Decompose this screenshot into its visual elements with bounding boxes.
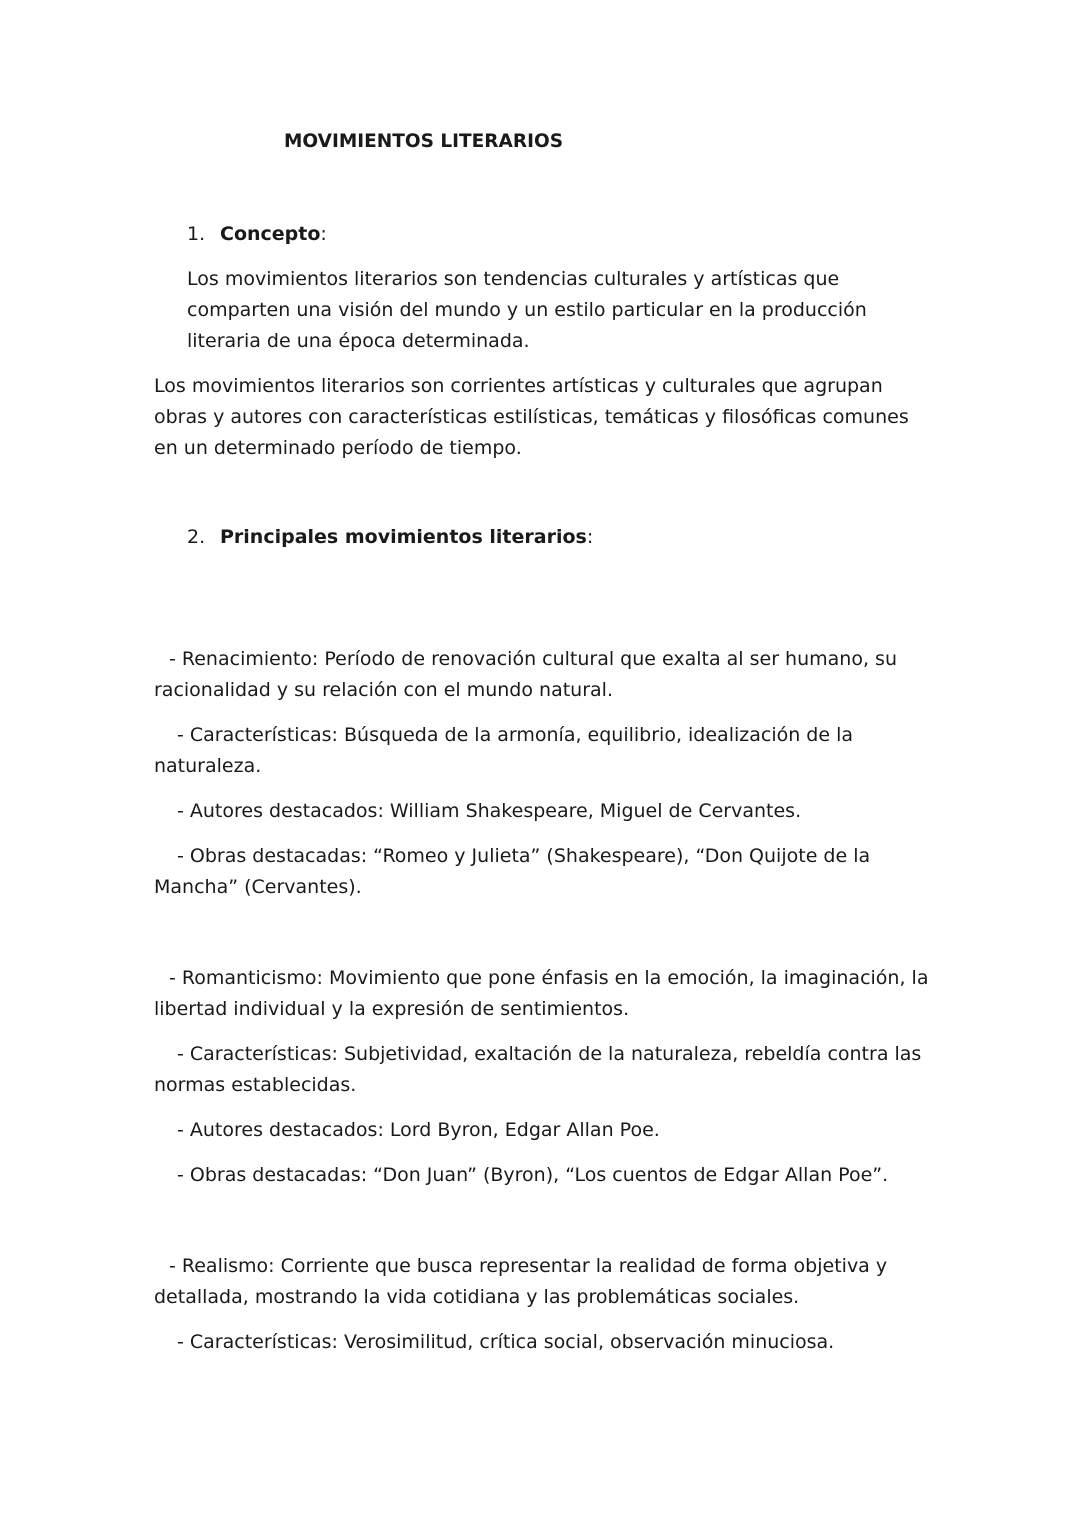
- section-heading-text: Principales movimientos literarios: [220, 526, 587, 548]
- paragraph-text: Los movimientos literarios son corrientes artísticas y culturales que agrupan obras y autores con características estilísticas, temáticas y filosóficas comunes en un determinado período de tiempo.: [154, 375, 909, 459]
- section-heading-colon: :: [586, 526, 594, 548]
- romanticismo-caracteristicas: [154, 1039, 944, 1101]
- realismo-caracteristicas: [154, 1327, 944, 1358]
- item-text: - Obras destacadas: “Don Juan” (Byron), “Los cuentos de Edgar Allan Poe”.: [177, 1164, 889, 1186]
- concepto-paragraph-2: [154, 371, 934, 464]
- section-number: 1.: [187, 223, 206, 245]
- item-text: - Obras destacadas: “Romeo y Julieta” (Shakespeare), “Don Quijote de la Mancha” (Cervantes).: [154, 845, 871, 898]
- section-number: 2.: [187, 526, 206, 548]
- section-heading-colon: :: [320, 223, 327, 245]
- section-heading-text: oncepto: [233, 223, 321, 245]
- item-text: - Características: Búsqueda de la armonía, equilibrio, idealización de la naturaleza.: [154, 724, 854, 777]
- item-text: - Realismo: Corriente que busca representar la realidad de forma objetiva y detallada, mostrando la vida cotidiana y las problemáticas sociales.: [154, 1255, 888, 1308]
- item-text: - Autores destacados: Lord Byron, Edgar Allan Poe.: [177, 1119, 660, 1141]
- renacimiento-intro: [154, 644, 944, 706]
- concepto-paragraph-1: [187, 264, 887, 357]
- document-title: MOVIMIENTOS LITERARIOS: [284, 131, 564, 152]
- renacimiento-obras: [154, 841, 944, 903]
- item-text: - Renacimiento: Período de renovación cultural que exalta al ser humano, su racionalidad y su relación con el mundo natural.: [154, 648, 897, 701]
- item-text: - Romanticismo: Movimiento que pone énfasis en la emoción, la imaginación, la libertad individual y la expresión de sentimientos.: [154, 967, 929, 1020]
- renacimiento-autores: [154, 796, 944, 827]
- paragraph-text: Los movimientos literarios son tendencias culturales y artísticas que comparten una visión del mundo y un estilo particular en la producción literaria de una época determinada.: [187, 268, 867, 352]
- section-heading-movimientos: [187, 522, 593, 553]
- romanticismo-autores: [154, 1115, 944, 1146]
- romanticismo-obras: [154, 1160, 944, 1191]
- item-text: - Características: Subjetividad, exaltación de la naturaleza, rebeldía contra las normas establecidas.: [154, 1043, 922, 1096]
- section-heading-text-initial: C: [220, 223, 234, 245]
- renacimiento-caracteristicas: [154, 720, 944, 782]
- section-heading-concepto: [187, 219, 327, 250]
- item-text: - Características: Verosimilitud, crítica social, observación minuciosa.: [177, 1331, 835, 1353]
- realismo-intro: [154, 1251, 944, 1313]
- item-text: - Autores destacados: William Shakespeare, Miguel de Cervantes.: [177, 800, 802, 822]
- romanticismo-intro: [154, 963, 944, 1025]
